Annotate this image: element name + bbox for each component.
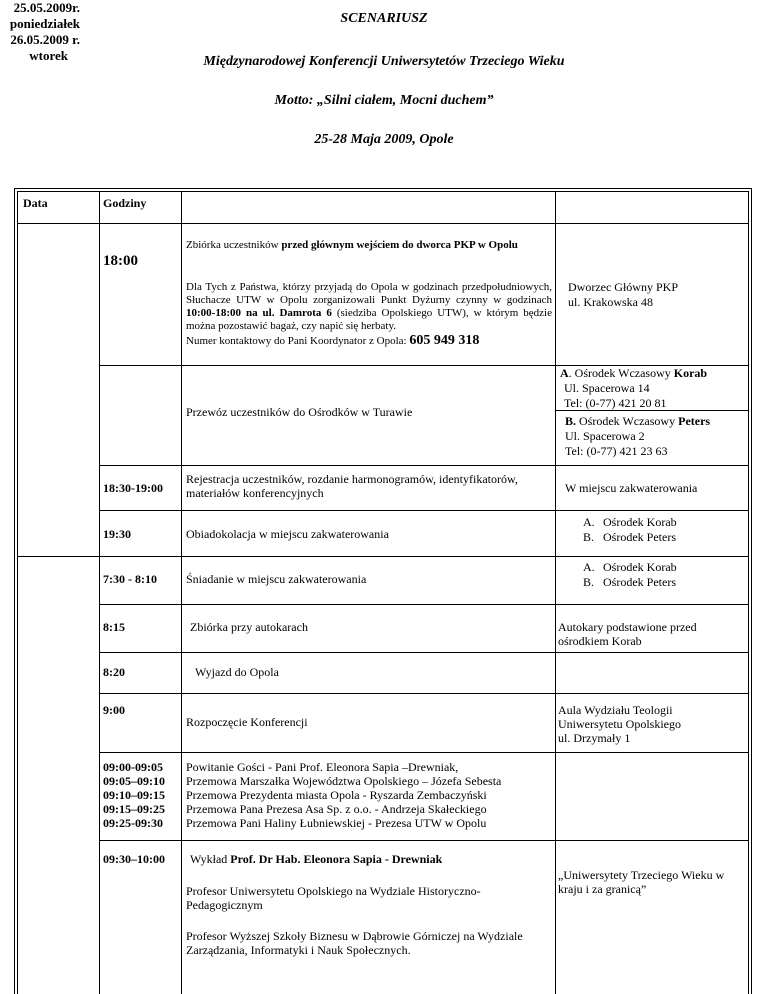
table-border-right [751, 188, 752, 994]
day1-r4-time: 19:30 [103, 527, 131, 541]
row-line-2 [99, 465, 749, 466]
day1-r2-desc: Przewóz uczestników do Ośrodków w Turawie [186, 405, 413, 419]
row-line-header [17, 223, 749, 224]
day2-date-text: 26.05.2009 r. [10, 32, 80, 47]
header-date: Data [23, 196, 48, 210]
day1-r1-note-2: 10:00-18:00 na ul. Damrota 6 [186, 307, 332, 319]
day1-r2-a-name: Korab [673, 366, 708, 380]
table-border-top [14, 188, 752, 189]
day2-r5-time-1: 09:05–09:10 [103, 774, 165, 788]
day2-r1-a-num: A. [583, 560, 595, 574]
day2-r5-lines [186, 760, 501, 830]
row-line-day-split [17, 556, 749, 557]
day1-r4-b-text: Ośrodek Peters [603, 530, 676, 544]
table-border-left [14, 188, 15, 994]
day2-r4-place-2: Uniwersytetu Opolskiego [558, 717, 681, 731]
day1-r4-desc: Obiadokolacja w miejscu zakwaterowania [186, 527, 389, 541]
day2-r5-time-4: 09:25-09:30 [103, 816, 163, 830]
day2-r5-line-4: Przemowa Pani Haliny Łubniewskiej - Prezesa UTW w Opolu [186, 816, 487, 830]
day1-r3-place: W miejscu zakwaterowania [565, 481, 698, 495]
day1-r1-contact-label: Numer kontaktowy do Pani Koordynator z Opola: [186, 335, 410, 347]
day2-r1-place-b [583, 575, 677, 590]
day1-r1-desc [186, 239, 552, 252]
day1-r1-contact [186, 334, 552, 348]
col-divider-hours [181, 191, 182, 994]
day1-r2-place-a [560, 366, 707, 411]
day1-r4-b-num: B. [583, 530, 595, 544]
row-line-9 [99, 840, 749, 841]
day2-r5-line-1: Przemowa Marszałka Województwa Opolskiego – Józefa Sebesta [186, 774, 502, 788]
row-line-7 [99, 693, 749, 694]
day2-r2-desc: Zbiórka przy autokarach [190, 620, 308, 634]
document-title: SCENARIUSZ [340, 11, 428, 26]
col-divider-date [99, 191, 100, 994]
day1-r1-phone: 605 949 318 [409, 333, 480, 348]
day1-r2-b-tel: Tel: (0-77) 421 23 63 [565, 444, 668, 458]
day2-r6-desc [190, 852, 442, 866]
day2-r3-time: 8:20 [103, 665, 125, 679]
day1-r2-b-mid: Ośrodek Wczasowy [576, 414, 679, 428]
day1-r3-desc: Rejestracja uczestników, rozdanie harmonogramów, identyfikatorów, materiałów konferencyjnych [186, 472, 518, 500]
day1-r1-note-1: Dla Tych z Państwa, którzy przyjadą do Opola w godzinach przedpołudniowych, Słuchacze UTW w Opolu zorganizowali Punkt Dyżurny czynny w godzinach [186, 281, 552, 306]
day2-r4-desc: Rozpoczęcie Konferencji [186, 715, 308, 729]
day2-r5-line-0: Powitanie Gości - Pani Prof. Eleonora Sapia –Drewniak, [186, 760, 459, 774]
day2-r5-time-3: 09:15–09:25 [103, 802, 165, 816]
day1-r1-place-2: ul. Krakowska 48 [568, 295, 653, 309]
table-border-left-inner [17, 191, 18, 994]
day2-r1-b-num: B. [583, 575, 595, 589]
row-line-8 [99, 752, 749, 753]
day1-r1-place [568, 280, 678, 310]
day2-r6-desc-b: Prof. Dr Hab. Eleonora Sapia - Drewniak [230, 852, 443, 866]
document-dates: 25-28 Maja 2009, Opole [314, 132, 454, 147]
row-line-3 [99, 510, 749, 511]
day2-r1-desc: Śniadanie w miejscu zakwaterowania [186, 572, 367, 586]
day1-r1-place-1: Dworzec Główny PKP [568, 280, 678, 294]
day2-r5-times [103, 760, 165, 830]
day2-r2-place-2: ośrodkiem Korab [558, 634, 642, 648]
day2-r5-time-0: 09:00-09:05 [103, 760, 163, 774]
day1-r4-place [583, 515, 677, 545]
day2-r1-place-a [583, 560, 677, 575]
day2-r4-place [558, 703, 681, 745]
day2-r6-desc-a: Wykład [190, 852, 231, 866]
day1-r2-a-tel: Tel: (0-77) 421 20 81 [564, 396, 667, 410]
day1-r1-note [186, 281, 552, 333]
day2-r2-place-1: Autokary podstawione przed [558, 620, 697, 634]
day1-r3-time: 18:30-19:00 [103, 481, 163, 495]
day1-r2-a-title [560, 366, 707, 381]
day2-r6-time: 09:30–10:00 [103, 852, 165, 866]
day2-r2-place [558, 620, 697, 648]
day1-r1-note-3: (siedziba Opolskiego UTW), w którym będzie można pozostawić bagaż, czy napić się herbaty. [186, 307, 553, 332]
day2-r1-b-text: Ośrodek Peters [603, 575, 676, 589]
header-hours: Godziny [103, 196, 147, 210]
table-border-right-inner [748, 191, 749, 994]
table-border-top-inner [17, 191, 749, 192]
day1-r1-desc-a: Zbiórka uczestników [186, 239, 282, 251]
day1-r2-a-letter: A [560, 366, 569, 380]
day1-r4-a-text: Ośrodek Korab [603, 515, 677, 529]
day1-r1-desc-b: przed głównym wejściem do dworca PKP w Opolu [281, 239, 518, 251]
day1-r2-b-street: Ul. Spacerowa 2 [565, 429, 645, 443]
day2-r4-place-1: Aula Wydziału Teologii [558, 703, 673, 717]
document-subtitle: Międzynarodowej Konferencji Uniwersytetów Trzeciego Wieku [203, 54, 565, 69]
day2-r4-time: 9:00 [103, 703, 125, 717]
day2-weekday: wtorek [29, 48, 68, 63]
row-line-5 [99, 604, 749, 605]
day2-r5-line-3: Przemowa Pana Prezesa Asa Sp. z o.o. - Andrzeja Skałeckiego [186, 802, 487, 816]
day1-r2-a-mid: . Ośrodek Wczasowy [568, 366, 674, 380]
day1-r2-place-b [565, 414, 710, 459]
day1-r1-time: 18:00 [103, 253, 138, 269]
day1-r4-place-b [583, 530, 677, 545]
day2-r6-aff-2: Profesor Wyższej Szkoły Biznesu w Dąbrowie Górniczej na Wydziale Zarządzania, Informatyki i Nauk Społecznych. [186, 929, 523, 957]
day1-r2-b-letter: B. [565, 414, 577, 428]
day2-r5-line-2: Przemowa Prezydenta miasta Opola - Ryszarda Zembaczyński [186, 788, 487, 802]
day1-r2-b-title [565, 414, 710, 429]
day2-r6-topic: „Uniwersytety Trzeciego Wieku w kraju i za granicą” [558, 868, 725, 896]
day2-r1-time: 7:30 - 8:10 [103, 572, 157, 586]
col-divider-desc [555, 191, 556, 994]
day2-r2-time: 8:15 [103, 620, 125, 634]
day2-r4-place-3: ul. Drzymały 1 [558, 731, 631, 745]
row-line-6 [99, 652, 749, 653]
day2-r3-desc: Wyjazd do Opola [195, 665, 279, 679]
day1-r4-a-num: A. [583, 515, 595, 529]
day1-r4-place-a [583, 515, 677, 530]
day1-date-text: 25.05.2009r. [13, 0, 80, 15]
document-motto: Motto: „Silni ciałem, Mocni duchem” [274, 93, 494, 108]
day2-r5-time-2: 09:10–09:15 [103, 788, 165, 802]
day1-r2-b-name: Peters [678, 414, 711, 428]
day1-r2-a-street: Ul. Spacerowa 14 [564, 381, 650, 395]
day2-r1-a-text: Ośrodek Korab [603, 560, 677, 574]
day1-weekday: poniedziałek [9, 16, 80, 31]
day2-r6-aff-1: Profesor Uniwersytetu Opolskiego na Wydziale Historyczno-Pedagogicznym [186, 884, 481, 912]
day2-r1-place [583, 560, 677, 590]
